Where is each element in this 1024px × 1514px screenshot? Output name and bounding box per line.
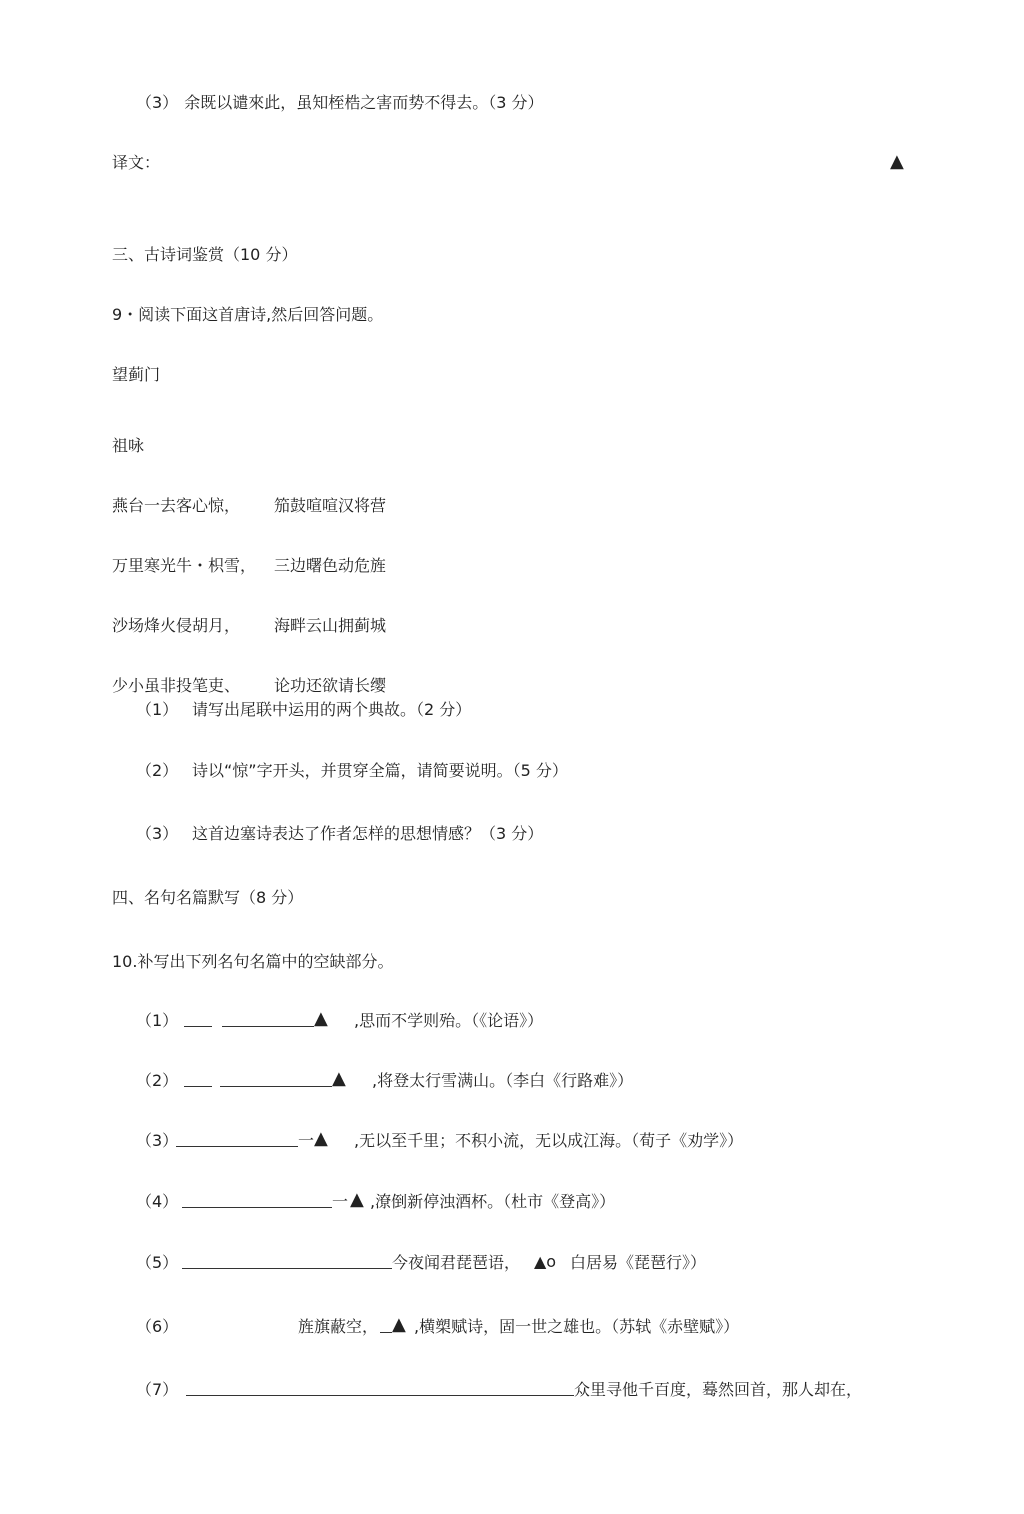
- dash: 一: [332, 1192, 349, 1211]
- answer-mark-icon: ▲: [314, 1128, 328, 1149]
- q10-item-num: （7）: [136, 1380, 179, 1399]
- q10-item-text: ,横槊赋诗，固一世之雄也。（苏轼《赤壁赋》）: [414, 1317, 740, 1336]
- answer-mark-icon: ▲: [890, 151, 904, 172]
- poem-line: 沙场烽火侵胡月，: [112, 616, 241, 635]
- item-text: 余既以谴來此，虽知桎梏之害而势不得去。（3 分）: [184, 93, 544, 112]
- poem-line: 三边曙色动危旌: [274, 556, 387, 575]
- answer-blank[interactable]: [176, 1132, 298, 1147]
- q10-item-text: 今夜闻君琵琶语，: [392, 1253, 521, 1272]
- poem-line: 笳鼓喧喧汉将营: [274, 496, 387, 515]
- q10-item-pre: 旌旗蔽空，: [298, 1317, 379, 1336]
- q10-item-num: （2）: [136, 1071, 179, 1090]
- question-9-prompt: 9・阅读下面这首唐诗,然后回答问题。: [112, 305, 384, 324]
- answer-blank[interactable]: [182, 1193, 332, 1208]
- q10-item-text: ,无以至千里；不积小流，无以成江海。（荀子《劝学》）: [354, 1131, 744, 1150]
- answer-blank[interactable]: [222, 1012, 314, 1027]
- section-heading-3: 三、古诗词鉴赏（10 分）: [112, 245, 298, 264]
- q10-item-num: （6）: [136, 1317, 179, 1336]
- q8-item-3: [136, 93, 543, 113]
- answer-blank[interactable]: [220, 1072, 332, 1087]
- poem-line: 论功还欲请长缨: [274, 676, 387, 695]
- q9-question-text: 诗以“惊”字开头，并贯穿全篇，请简要说明。（5 分）: [192, 761, 568, 780]
- answer-blank[interactable]: [182, 1254, 392, 1269]
- q9-question-num: （1）: [136, 700, 179, 719]
- answer-blank[interactable]: [380, 1318, 392, 1333]
- answer-mark-icon: ▲: [314, 1008, 328, 1029]
- q10-item-source: 白居易《琵琶行》）: [570, 1253, 707, 1272]
- answer-blank[interactable]: [184, 1012, 212, 1027]
- q10-item-num: （3）: [136, 1131, 179, 1150]
- answer-mark-icon: ▲: [332, 1068, 346, 1089]
- section-heading-4: 四、名句名篇默写（8 分）: [112, 888, 304, 907]
- q10-item-num: （5）: [136, 1253, 179, 1272]
- q10-item-num: （4）: [136, 1192, 179, 1211]
- translation-label: 译文：: [112, 153, 161, 172]
- answer-mark-icon: ▲o: [534, 1252, 557, 1271]
- q10-item-text: ,思而不学则殆。（《论语》）: [354, 1011, 544, 1030]
- item-number: （3）: [136, 93, 179, 112]
- q10-item-text: 众里寻他千百度，蓦然回首，那人却在，: [574, 1380, 863, 1399]
- answer-mark-icon: ▲: [350, 1189, 364, 1210]
- answer-mark-icon: ▲: [392, 1314, 406, 1335]
- q9-question-num: （2）: [136, 761, 179, 780]
- answer-blank[interactable]: [186, 1381, 574, 1396]
- q10-item-text: ,潦倒新停浊酒杯。（杜市《登高》）: [370, 1192, 616, 1211]
- poem-line: 少小虽非投笔吏、: [112, 676, 241, 695]
- answer-blank[interactable]: [184, 1072, 212, 1087]
- poem-title: 望蓟门: [112, 365, 161, 384]
- dash: 一: [298, 1131, 315, 1150]
- poem-line: 海畔云山拥蓟城: [274, 616, 387, 635]
- poem-line: 燕台一去客心惊，: [112, 496, 241, 515]
- poem-line: 万里寒光牛・枳雪，: [112, 556, 257, 575]
- q10-item-num: （1）: [136, 1011, 179, 1030]
- question-10-prompt: 10.补写出下列名句名篇中的空缺部分。: [112, 952, 394, 971]
- q9-question-text: 这首边塞诗表达了作者怎样的思想情感？（3 分）: [192, 824, 544, 843]
- q9-question-num: （3）: [136, 824, 179, 843]
- poem-author: 祖咏: [112, 436, 145, 455]
- q9-question-text: 请写出尾联中运用的两个典故。（2 分）: [192, 700, 472, 719]
- q10-item-text: ,将登太行雪满山。（李白《行路难》）: [372, 1071, 634, 1090]
